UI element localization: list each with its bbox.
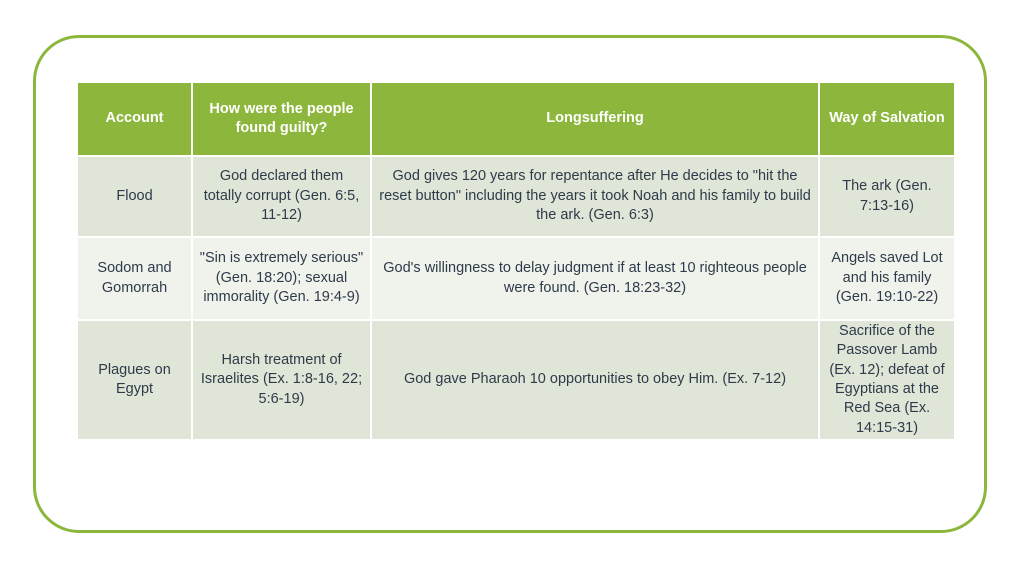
header-row — [77, 82, 955, 156]
cell-account: Sodom and Gomorrah — [77, 237, 192, 320]
cell-guilt: Harsh treatment of Israelites (Ex. 1:8-16, 22; 5:6-19) — [192, 320, 371, 440]
cell-longsuffering: God gives 120 years for repentance after He decides to "hit the reset button" including the years it took Noah and his family to build the ark. (Gen. 6:3) — [371, 156, 819, 237]
cell-salvation: The ark (Gen. 7:13-16) — [819, 156, 955, 237]
header-longsuffering: Longsuffering — [371, 82, 819, 156]
header-salvation: Way of Salvation — [819, 82, 955, 156]
cell-guilt: God declared them totally corrupt (Gen. 6:5, 11-12) — [192, 156, 371, 237]
header-guilt: How were the people found guilty? — [192, 82, 371, 156]
cell-salvation: Sacrifice of the Passover Lamb (Ex. 12); defeat of Egyptians at the Red Sea (Ex. 14:15-31) — [819, 320, 955, 440]
cell-longsuffering: God gave Pharaoh 10 opportunities to obey Him. (Ex. 7-12) — [371, 320, 819, 440]
cell-guilt: "Sin is extremely serious" (Gen. 18:20); sexual immorality (Gen. 19:4-9) — [192, 237, 371, 320]
header-account: Account — [77, 82, 192, 156]
cell-longsuffering: God's willingness to delay judgment if at least 10 righteous people were found. (Gen. 18:23-32) — [371, 237, 819, 320]
table-row — [77, 156, 955, 237]
comparison-table — [76, 81, 956, 441]
table-row — [77, 320, 955, 440]
table-row — [77, 237, 955, 320]
cell-salvation: Angels saved Lot and his family (Gen. 19:10-22) — [819, 237, 955, 320]
cell-account: Plagues on Egypt — [77, 320, 192, 440]
cell-account: Flood — [77, 156, 192, 237]
